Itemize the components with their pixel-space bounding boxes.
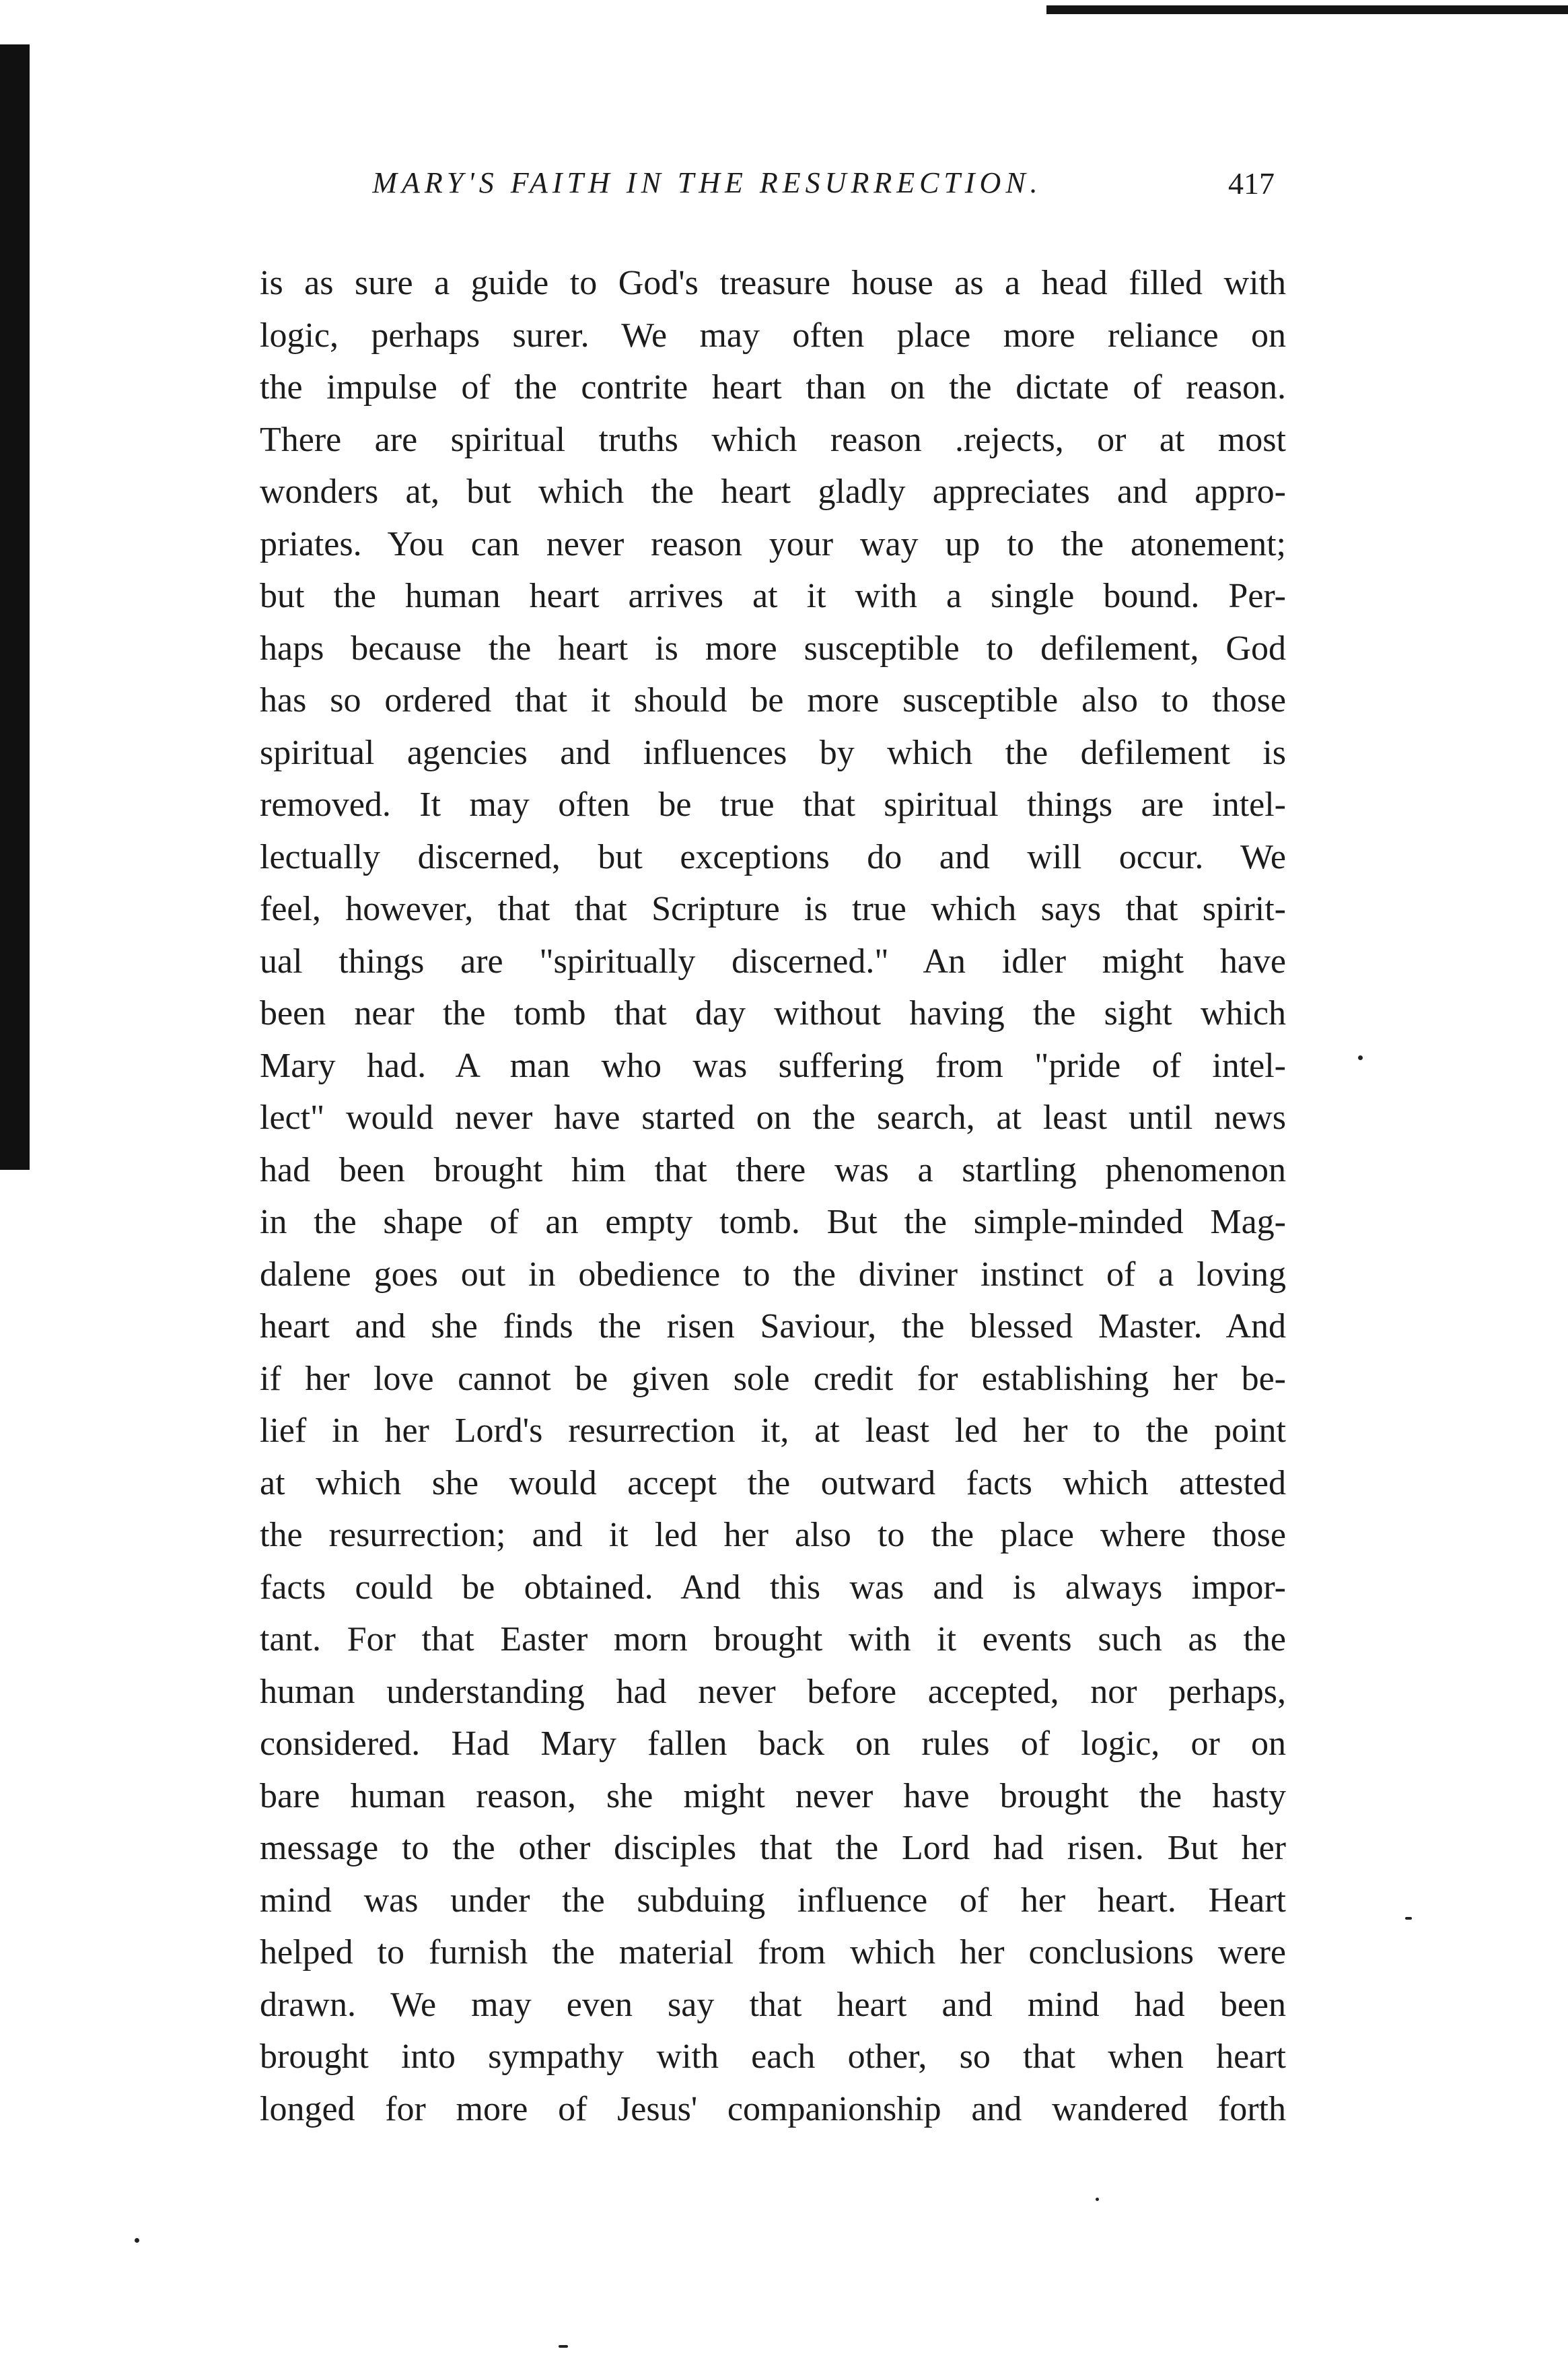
text-line: at which she would accept the outward facts which attested <box>260 1463 1286 1502</box>
text-line: been near the tomb that day without having the sight which <box>260 994 1286 1033</box>
text-line: facts could be obtained. And this was and is always impor- <box>260 1568 1286 1607</box>
text-line: spiritual agencies and influences by which the defilement is <box>260 733 1286 772</box>
text-line: the impulse of the contrite heart than on the dictate of reason. <box>260 368 1286 407</box>
running-head-title: MARY'S FAITH IN THE RESURRECTION. <box>372 166 1042 199</box>
text-line: but the human heart arrives at it with a single bound. Per- <box>260 577 1286 615</box>
text-line: lect" would never have started on the search, at least until news <box>260 1098 1286 1137</box>
text-line: had been brought him that there was a startling phenomenon <box>260 1150 1286 1189</box>
scan-speck <box>559 2345 568 2348</box>
scan-edge-left <box>0 44 30 1170</box>
text-line: is as sure a guide to God's treasure house as a head filled with <box>260 264 1286 302</box>
text-line: feel, however, that that Scripture is true which says that spirit- <box>260 890 1286 928</box>
scan-speck <box>1358 1055 1363 1060</box>
text-line: There are spiritual truths which reason .rejects, or at most <box>260 420 1286 459</box>
text-line: considered. Had Mary fallen back on rules of logic, or on <box>260 1724 1286 1763</box>
text-line: ual things are "spiritually discerned." An idler might have <box>260 942 1286 981</box>
text-line: helped to furnish the material from which her conclusions were <box>260 1933 1286 1971</box>
text-line: longed for more of Jesus' companionship and wandered forth <box>260 2089 1286 2128</box>
text-line: lief in her Lord's resurrection it, at least led her to the point <box>260 1411 1286 1450</box>
text-line: drawn. We may even say that heart and mind had been <box>260 1985 1286 2024</box>
text-line: lectually discerned, but exceptions do and will occur. We <box>260 837 1286 876</box>
text-line: mind was under the subduing influence of her heart. Heart <box>260 1881 1286 1920</box>
scan-speck <box>1096 2198 1099 2201</box>
text-line: the resurrection; and it led her also to the place where those <box>260 1516 1286 1554</box>
body-text <box>260 257 1286 2135</box>
text-line: wonders at, but which the heart gladly appreciates and appro- <box>260 473 1286 511</box>
text-line: message to the other disciples that the Lord had risen. But her <box>260 1829 1286 1867</box>
text-line: haps because the heart is more susceptible to defilement, God <box>260 629 1286 668</box>
text-line: brought into sympathy with each other, so that when heart <box>260 2037 1286 2076</box>
page-number: 417 <box>1228 166 1275 201</box>
text-line: if her love cannot be given sole credit for establishing her be- <box>260 1359 1286 1398</box>
text-line: dalene goes out in obedience to the diviner instinct of a loving <box>260 1255 1286 1294</box>
scan-speck <box>1405 1917 1412 1920</box>
scan-speck <box>135 2238 139 2243</box>
text-line: tant. For that Easter morn brought with it events such as the <box>260 1620 1286 1659</box>
text-line: in the shape of an empty tomb. But the simple-minded Mag- <box>260 1203 1286 1241</box>
text-line: Mary had. A man who was suffering from "pride of intel- <box>260 1046 1286 1085</box>
text-line: removed. It may often be true that spiritual things are intel- <box>260 785 1286 824</box>
scan-edge-top <box>1046 5 1568 14</box>
text-line: priates. You can never reason your way up to the atonement; <box>260 524 1286 563</box>
running-head <box>260 159 1275 215</box>
text-line: human understanding had never before accepted, nor perhaps, <box>260 1672 1286 1711</box>
text-line: has so ordered that it should be more susceptible also to those <box>260 681 1286 720</box>
text-line: bare human reason, she might never have brought the hasty <box>260 1776 1286 1815</box>
text-line: logic, perhaps surer. We may often place more reliance on <box>260 316 1286 355</box>
text-line: heart and she finds the risen Saviour, the blessed Master. And <box>260 1307 1286 1346</box>
